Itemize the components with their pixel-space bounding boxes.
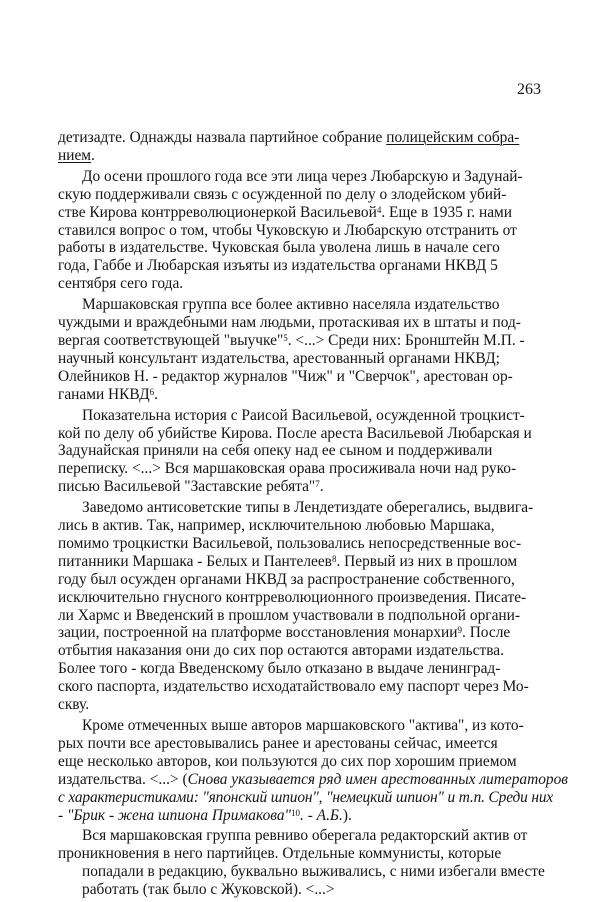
text-run: . После bbox=[462, 624, 511, 642]
text-line bbox=[58, 425, 546, 443]
italic-text: с характеристиками: "японский шпион", "немецкий шпион" и т.п. Среди них bbox=[58, 788, 554, 806]
text-line bbox=[58, 257, 546, 275]
text-line bbox=[58, 660, 546, 678]
text-line bbox=[58, 717, 546, 735]
footnote-marker: 4 bbox=[376, 204, 382, 215]
text-run: вергая соответствующей "выучке" bbox=[58, 331, 284, 349]
italic-text: А.Б. bbox=[316, 806, 343, 824]
text-run: отбытия наказания они до сих пор остаются авторами издательства. bbox=[58, 642, 504, 660]
text-line bbox=[58, 350, 546, 368]
page-number: 263 bbox=[517, 81, 541, 98]
text-run: . Еще в 1935 г. нами bbox=[381, 203, 513, 221]
italic-text: - "Брик - жена шпиона Примакова" bbox=[58, 806, 291, 824]
text-run: Более того - когда Введенскому было отказано в выдаче ленинград- bbox=[58, 660, 501, 678]
text-line bbox=[58, 735, 546, 753]
text-run: сентября сего года. bbox=[58, 275, 184, 293]
text-run: научный консультант издательства, арестованный органами НКВД; bbox=[58, 349, 500, 367]
text-run: Показательна история с Раисой Васильевой, осужденной троцкист- bbox=[82, 406, 525, 424]
text-line bbox=[58, 770, 568, 789]
text-run: ского паспорта, издательство исходатайствовало ему паспорт через Мо- bbox=[58, 678, 529, 696]
text-run: кой по делу об убийстве Кирова. После ареста Васильевой Любарская и bbox=[58, 424, 532, 442]
footnote-marker: 5 bbox=[283, 332, 288, 343]
text-line bbox=[58, 788, 554, 807]
text-line bbox=[58, 589, 546, 607]
text-line bbox=[58, 607, 546, 625]
document-body bbox=[58, 129, 568, 902]
text-line bbox=[58, 275, 546, 293]
text-line bbox=[58, 168, 546, 186]
paragraph-6 bbox=[58, 717, 568, 824]
text-run: ). bbox=[342, 806, 352, 824]
text-run: ставился вопрос о том, чтобы Чуковскую и Любарскую отстранить от bbox=[58, 221, 517, 239]
text-run: питанники Маршака - Белых и Пантелеев bbox=[58, 552, 332, 570]
text-run: рых почти все арестовывались ранее и арестованы сейчас, имеется bbox=[58, 734, 498, 752]
footnote-marker: 8 bbox=[331, 553, 337, 564]
text-run: издательства. <...> ( bbox=[58, 770, 188, 788]
text-run: Заведомо антисоветские типы в Лендетиздате оберегались, выдвига- bbox=[82, 499, 534, 517]
underlined-text: нием bbox=[58, 146, 92, 164]
text-run: попадали в редакцию, буквально выживались, с ними избегали вместе bbox=[82, 863, 545, 881]
text-line bbox=[58, 881, 546, 899]
text-run: проникновения в него партийцев. Отдельные коммунисты, которые bbox=[58, 845, 502, 863]
text-run: . Первый из них в прошлом bbox=[336, 552, 518, 570]
text-run: . bbox=[154, 385, 158, 403]
text-run: года, Габбе и Любарская изъяты из издательства органами НКВД 5 bbox=[58, 257, 498, 275]
text-line bbox=[58, 696, 546, 714]
text-run: Маршаковская группа все более активно населяла издательство bbox=[82, 296, 500, 314]
text-line bbox=[58, 442, 546, 460]
text-run: ли Хармс и Введенский в прошлом участвовали в подпольной органи- bbox=[58, 606, 521, 624]
italic-text: Снова указывается ряд имен арестованных литераторов bbox=[187, 770, 568, 788]
paragraph-4 bbox=[58, 407, 546, 497]
text-line bbox=[58, 863, 546, 881]
paragraph-5 bbox=[58, 499, 546, 714]
text-line bbox=[58, 407, 546, 425]
footnote-marker: 7 bbox=[315, 479, 320, 490]
text-line bbox=[58, 147, 546, 165]
text-line bbox=[58, 678, 546, 696]
text-run: скву. bbox=[58, 696, 90, 714]
text-run: Олейников Н. - редактор журналов "Чиж" и "Сверчок", арестован ор- bbox=[58, 367, 513, 385]
text-run: До осени прошлого года все эти лица через Любарскую и Задунай- bbox=[82, 167, 523, 185]
text-line bbox=[58, 642, 546, 660]
text-line bbox=[58, 827, 546, 845]
text-line bbox=[58, 753, 546, 771]
text-line bbox=[58, 517, 546, 535]
text-line bbox=[58, 807, 546, 825]
text-run: . bbox=[319, 478, 324, 496]
text-run: лись в актив. Так, например, исключительною любовью Маршака, bbox=[58, 517, 495, 535]
text-run: Вся маршаковская группа ревниво оберегала редакторский актив от bbox=[82, 827, 528, 845]
text-line bbox=[58, 239, 546, 257]
paragraph-1 bbox=[58, 129, 546, 165]
paragraph-3 bbox=[58, 296, 546, 403]
text-line bbox=[58, 478, 546, 496]
text-run: Задунайская приняли на себя опеку над ее сыном и поддерживали bbox=[58, 442, 493, 460]
text-run: году был осужден органами НКВД за распространение собственного, bbox=[58, 570, 515, 588]
paragraph-7 bbox=[58, 827, 546, 899]
text-line bbox=[58, 186, 546, 204]
text-run: чуждыми и враждебными нам людьми, протаскивая их в штаты и под- bbox=[58, 314, 521, 332]
text-line bbox=[58, 222, 546, 240]
paragraph-2 bbox=[58, 168, 546, 293]
text-line bbox=[58, 204, 546, 222]
text-run: исключительно гнусного контрреволюционного произведения. Писате- bbox=[58, 588, 527, 606]
text-line bbox=[58, 553, 546, 571]
text-run: стве Кирова контрреволюционеркой Васильевой bbox=[58, 203, 377, 221]
text-run: работать (так было с Жуковской). <...> bbox=[82, 881, 335, 899]
text-run: Кроме отмеченных выше авторов маршаковского "актива", из кото- bbox=[82, 717, 524, 734]
underlined-text: полицейским собра- bbox=[386, 129, 520, 146]
text-run: работы в издательстве. Чуковская была уволена лишь в начале сего bbox=[58, 239, 500, 257]
text-run: скую поддерживали связь с осужденной по делу о злодейском убий- bbox=[58, 185, 507, 203]
footnote-marker: 10 bbox=[291, 807, 300, 818]
text-run: переписку. <...> Вся маршаковская орава просиживала ночи над руко- bbox=[58, 460, 517, 478]
text-line bbox=[58, 129, 546, 147]
text-line bbox=[58, 296, 546, 314]
text-line bbox=[58, 386, 546, 404]
text-line bbox=[58, 332, 546, 350]
text-line bbox=[58, 460, 546, 478]
text-line bbox=[58, 535, 546, 553]
text-line bbox=[58, 624, 546, 642]
text-line bbox=[58, 845, 546, 863]
text-line bbox=[58, 368, 546, 386]
text-line bbox=[58, 571, 546, 589]
text-line bbox=[58, 499, 546, 517]
text-run: еще несколько авторов, кои пользуются до сих пор хорошим приемом bbox=[58, 752, 517, 770]
text-run: писью Васильевой "Заставские ребята" bbox=[58, 478, 316, 496]
text-run: . bbox=[91, 146, 95, 164]
text-line bbox=[58, 314, 546, 332]
footnote-marker: 6 bbox=[149, 386, 155, 397]
text-run: зации, построенной на платформе восстановления монархии bbox=[58, 624, 458, 642]
text-run: детизадте. Однажды назвала партийное собрание bbox=[58, 129, 387, 146]
text-run: помимо троцкистки Васильевой, пользовались непосредственные вос- bbox=[58, 534, 522, 552]
footnote-marker: 9 bbox=[457, 625, 462, 636]
italic-text: . - bbox=[300, 806, 317, 824]
text-run: . <...> Среди них: Бронштейн М.П. - bbox=[287, 331, 525, 349]
text-run: ганами НКВД bbox=[58, 385, 150, 403]
